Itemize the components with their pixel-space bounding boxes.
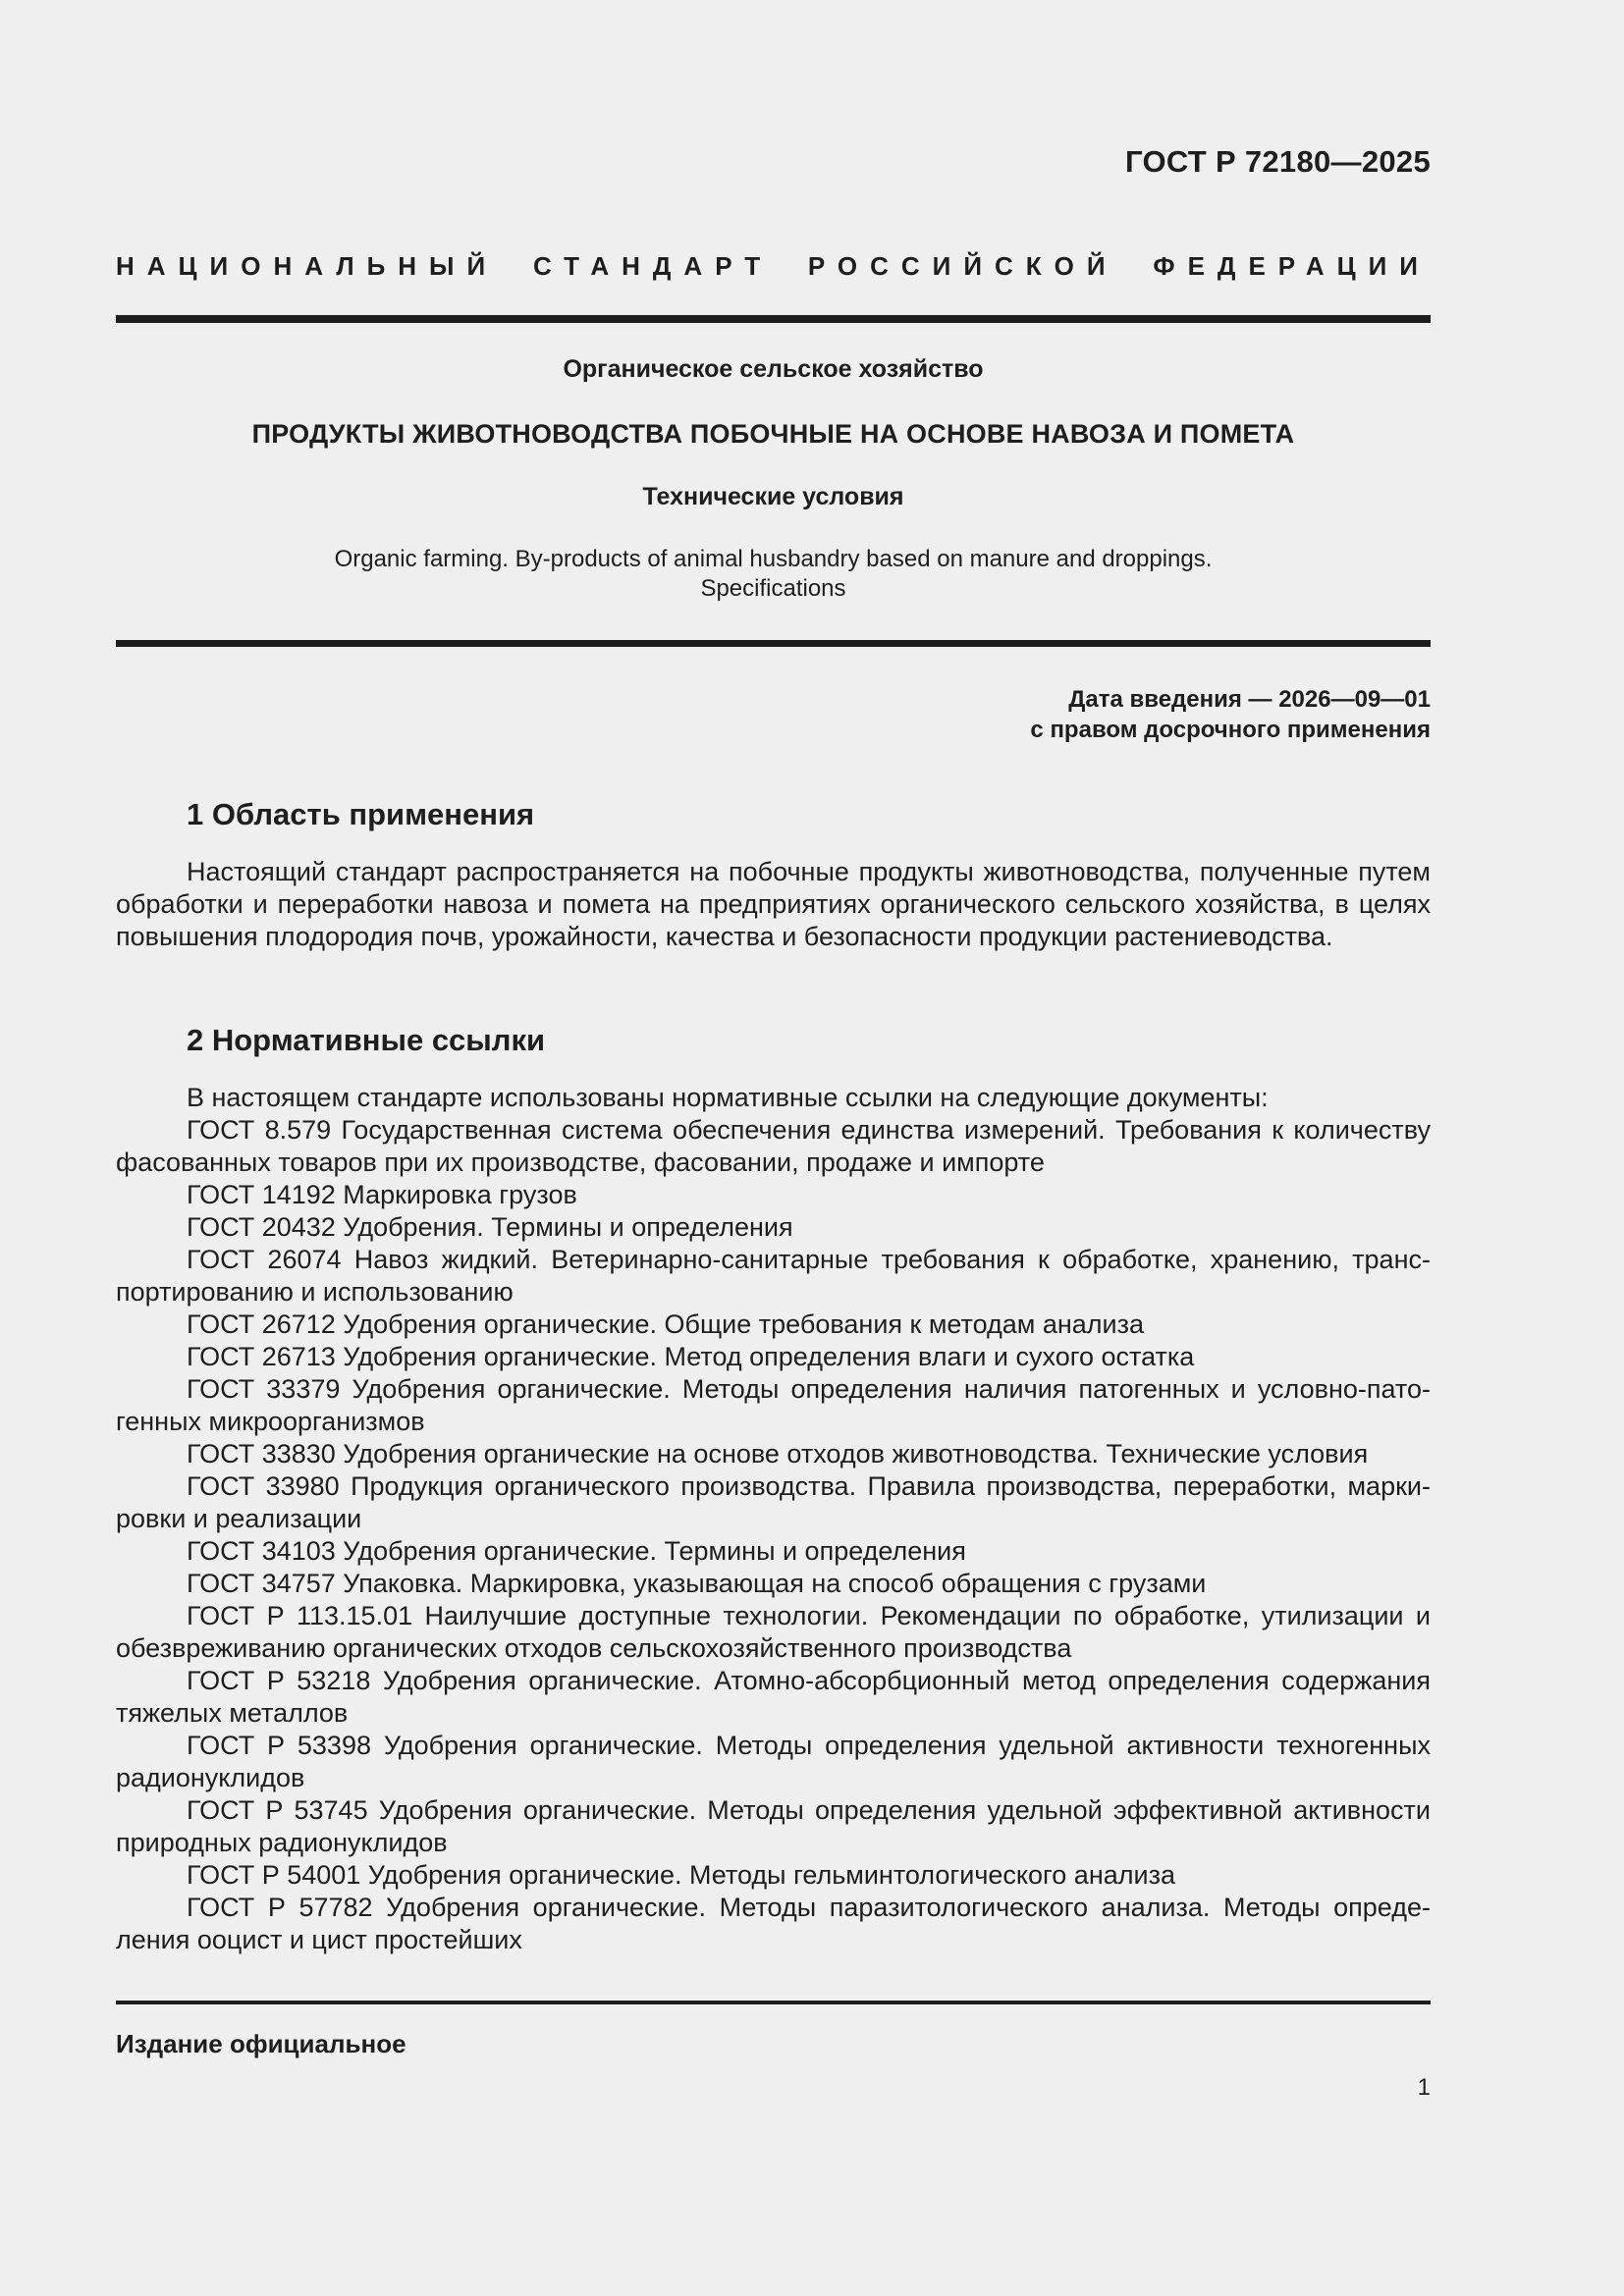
reference-item: ГОСТ Р 54001 Удобрения органические. Методы гельминтологического анализа (187, 1860, 1175, 1890)
standard-series: Органическое сельское хозяйство (563, 355, 984, 383)
reference-item: ГОСТ 34103 Удобрения органические. Термины и определения (187, 1536, 966, 1566)
paragraph: Настоящий стандарт распространяется на побочные продукты животноводства, полученные путем обработки и переработки навоза и помета на предприятиях органического сельского хозяйства, в целях повышения плодородия почв, урожайности, качества и безопасности продукции растениеводства. (116, 857, 1431, 951)
reference-item: ГОСТ 20432 Удобрения. Термины и определения (187, 1212, 793, 1242)
top-divider (116, 315, 1431, 323)
section-body (116, 856, 1431, 953)
introduction-date-block (1030, 684, 1431, 745)
introduction-date: Дата введения — 2026—09—01 (1068, 686, 1431, 713)
footer-divider (116, 2001, 1431, 2004)
reference-item: ГОСТ 33980 Продукция органического производства. Правила производства, переработки, маркировки и реализации (116, 1471, 1431, 1533)
paragraph: В настоящем стандарте использованы нормативные ссылки на следующие документы: (187, 1083, 1269, 1112)
english-title (116, 545, 1431, 604)
reference-item: ГОСТ Р 57782 Удобрения органические. Методы паразитологического анализа. Методы определения ооцист и цист простейших (116, 1893, 1431, 1954)
reference-item: ГОСТ Р 113.15.01 Наилучшие доступные технологии. Рекомендации по обработке, утилизации и обезвреживанию органических отходов сельскохозяйственного производства (116, 1601, 1431, 1663)
normative-references-list (116, 1082, 1431, 1956)
reference-item: ГОСТ Р 53398 Удобрения органические. Методы определения удельной активности техногенных радионуклидов (116, 1731, 1431, 1792)
reference-item: ГОСТ Р 53745 Удобрения органические. Методы определения удельной эффективной активности природных радионуклидов (116, 1795, 1431, 1857)
reference-item: ГОСТ 34757 Упаковка. Маркировка, указывающая на способ обращения с грузами (187, 1569, 1207, 1598)
title-divider (116, 640, 1431, 647)
official-edition-label: Издание официальное (116, 2029, 406, 2058)
reference-item: ГОСТ 33830 Удобрения органические на основе отходов животноводства. Технические условия (187, 1439, 1369, 1468)
early-application-note: с правом досрочного применения (1030, 717, 1431, 743)
document-number: ГОСТ Р 72180—2025 (1125, 144, 1431, 179)
english-title-line: Organic farming. By-products of animal husbandry based on manure and droppings. (334, 546, 1213, 572)
document-page (116, 0, 1431, 2296)
section-title: 2 Нормативные ссылки (187, 1023, 546, 1057)
english-title-line: Specifications (700, 575, 846, 602)
standard-title: ПРОДУКТЫ ЖИВОТНОВОДСТВА ПОБОЧНЫЕ НА ОСНОВЕ НАВОЗА И ПОМЕТА (251, 419, 1295, 449)
reference-item: ГОСТ 33379 Удобрения органические. Методы определения наличия патогенных и условно-патогенных микроорганизмов (116, 1374, 1431, 1436)
page-number: 1 (1417, 2074, 1431, 2101)
section-title: 1 Область применения (187, 797, 535, 831)
national-standard-heading: НАЦИОНАЛЬНЫЙ СТАНДАРТ РОССИЙСКОЙ ФЕДЕРАЦИИ (116, 251, 1431, 281)
reference-item: ГОСТ 26712 Удобрения органические. Общие требования к методам анализа (187, 1309, 1145, 1339)
standard-subtitle: Технические условия (642, 483, 904, 510)
reference-item: ГОСТ 26713 Удобрения органические. Метод определения влаги и сухого остатка (187, 1342, 1195, 1371)
reference-item: ГОСТ 14192 Маркировка грузов (187, 1180, 577, 1209)
reference-item: ГОСТ 8.579 Государственная система обеспечения единства измерений. Требования к количеству фасованных товаров при их производстве, фасовании, продаже и импорте (116, 1115, 1431, 1177)
reference-item: ГОСТ 26074 Навоз жидкий. Ветеринарно-санитарные требования к обработке, хранению, транспортированию и использованию (116, 1245, 1431, 1307)
reference-item: ГОСТ Р 53218 Удобрения органические. Атомно-абсорбционный метод определения содержания тяжелых металлов (116, 1666, 1431, 1728)
